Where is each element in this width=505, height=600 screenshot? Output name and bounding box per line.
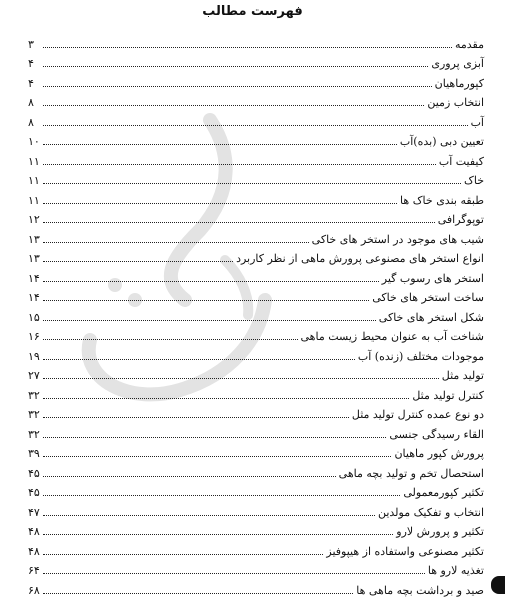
toc-entry-title: تعیین دبی (بده)آب [399, 135, 484, 148]
toc-entry-page-number: ۴۵ [28, 486, 40, 499]
toc-dot-leader [43, 203, 397, 204]
toc-entry[interactable] [28, 187, 484, 207]
toc-dot-leader [43, 164, 436, 165]
toc-entry-page-number: ۲۷ [28, 369, 40, 382]
toc-dot-leader [43, 417, 349, 418]
toc-dot-leader [43, 105, 424, 106]
toc-entry-page-number: ۶۴ [28, 564, 40, 577]
toc-dot-leader [43, 573, 425, 574]
toc-entry-page-number: ۳۲ [28, 408, 40, 421]
toc-entry-title: آبزی پروری [431, 57, 484, 70]
toc-entry-title: پرورش کپور ماهیان [394, 447, 484, 460]
toc-entry-page-number: ۶۸ [28, 583, 40, 597]
toc-entry[interactable] [28, 109, 484, 129]
toc-entry-page-number: ۳۹ [28, 447, 40, 460]
toc-dot-leader [43, 320, 376, 321]
toc-entry-title: شناخت آب به عنوان محیط زیست ماهی [300, 330, 484, 343]
toc-entry-page-number: ۴۸ [28, 525, 40, 538]
toc-entry[interactable] [28, 129, 484, 149]
toc-dot-leader [43, 593, 353, 594]
toc-dot-leader [43, 515, 375, 516]
toc-entry-title: موجودات مختلف (زنده) آب [357, 349, 484, 363]
table-of-contents [28, 31, 484, 597]
toc-entry[interactable] [28, 460, 484, 480]
toc-dot-leader [43, 339, 298, 340]
toc-entry-page-number: ۱۹ [28, 349, 40, 363]
toc-entry-title: استخر های رسوب گیر [381, 271, 484, 285]
toc-entry[interactable] [28, 499, 484, 519]
toc-entry-title: انتخاب زمین [427, 96, 484, 109]
toc-entry-page-number: ۴۷ [28, 505, 40, 519]
toc-entry-page-number: ۱۱ [28, 154, 40, 168]
toc-entry-title: کنترل تولید مثل [412, 388, 484, 402]
toc-dot-leader [43, 47, 452, 48]
toc-entry-page-number: ۴ [28, 76, 34, 90]
toc-entry-page-number: ۳ [28, 37, 34, 51]
toc-entry-page-number: ۱۵ [28, 310, 40, 324]
toc-entry-page-number: ۴ [28, 57, 34, 70]
toc-entry-title: توپوگرافی [437, 213, 484, 226]
toc-entry[interactable] [28, 304, 484, 324]
toc-dot-leader [43, 456, 391, 457]
toc-dot-leader [43, 378, 439, 379]
toc-dot-leader [43, 398, 409, 399]
toc-dot-leader [43, 86, 432, 87]
toc-entry-title: تکثیر مصنوعی واستفاده از هیپوفیز [326, 544, 484, 558]
toc-entry[interactable] [28, 90, 484, 110]
toc-entry[interactable] [28, 324, 484, 344]
toc-entry[interactable] [28, 207, 484, 227]
toc-entry-page-number: ۱۲ [28, 213, 40, 226]
toc-entry-title: شیب های موجود در استخر های خاکی [311, 232, 484, 246]
toc-entry[interactable] [28, 265, 484, 285]
toc-dot-leader [43, 495, 400, 496]
toc-dot-leader [43, 66, 428, 67]
toc-entry-title: ساخت استخر های خاکی [372, 291, 484, 304]
toc-entry-title: انتخاب و تفکیک مولدین [377, 505, 484, 519]
toc-entry[interactable] [28, 285, 484, 305]
toc-entry-page-number: ۱۱ [28, 174, 40, 187]
toc-entry-title: مقدمه [454, 37, 484, 51]
toc-dot-leader [43, 125, 468, 126]
toc-entry-page-number: ۳۲ [28, 427, 40, 441]
toc-entry-page-number: ۱۰ [28, 135, 40, 148]
toc-entry[interactable] [28, 246, 484, 266]
toc-dot-leader [43, 534, 393, 535]
toc-entry[interactable] [28, 421, 484, 441]
toc-entry-title: خاک [464, 174, 484, 187]
toc-entry[interactable] [28, 363, 484, 383]
toc-dot-leader [43, 242, 309, 243]
toc-entry-page-number: ۳۲ [28, 388, 40, 402]
toc-entry-title: تغذیه لارو ها [427, 564, 484, 577]
toc-entry[interactable] [28, 519, 484, 539]
toc-entry-page-number: ۱۴ [28, 271, 40, 285]
toc-dot-leader [43, 300, 369, 301]
toc-dot-leader [43, 261, 233, 262]
toc-entry-title: تکثیر و پرورش لارو [396, 525, 484, 538]
toc-entry-title: دو نوع عمده کنترل تولید مثل [351, 408, 484, 421]
toc-entry[interactable] [28, 168, 484, 188]
toc-entry-page-number: ۴۵ [28, 466, 40, 480]
toc-entry-title: تولید مثل [441, 369, 484, 382]
toc-entry[interactable] [28, 441, 484, 461]
toc-dot-leader [43, 359, 355, 360]
toc-entry[interactable] [28, 70, 484, 90]
toc-entry[interactable] [28, 51, 484, 71]
toc-entry[interactable] [28, 538, 484, 558]
toc-entry-page-number: ۸ [28, 115, 34, 129]
toc-entry-page-number: ۱۳ [28, 252, 40, 265]
toc-entry[interactable] [28, 558, 484, 578]
toc-entry-page-number: ۸ [28, 96, 34, 109]
toc-dot-leader [43, 183, 461, 184]
page-title: فهرست مطالب [202, 4, 303, 19]
toc-entry[interactable] [28, 480, 484, 500]
toc-dot-leader [43, 437, 386, 438]
toc-entry-title: انواع استخر های مصنوعی پرورش ماهی از نظر کاربرد [236, 252, 484, 265]
toc-entry-title: صید و برداشت بچه ماهی ها [356, 583, 484, 597]
toc-entry[interactable] [28, 148, 484, 168]
toc-entry-page-number: ۱۱ [28, 193, 40, 207]
toc-entry[interactable] [28, 31, 484, 51]
toc-entry-title: کپورماهیان [434, 76, 484, 90]
toc-entry-title: شکل استخر های خاکی [378, 310, 484, 324]
toc-entry-page-number: ۱۳ [28, 232, 40, 246]
toc-entry-page-number: ۱۴ [28, 291, 40, 304]
toc-entry-page-number: ۱۶ [28, 330, 40, 343]
toc-dot-leader [43, 222, 435, 223]
toc-entry-title: آب [470, 115, 484, 129]
toc-entry[interactable] [28, 343, 484, 363]
toc-entry[interactable] [28, 577, 484, 597]
toc-entry-page-number: ۴۸ [28, 544, 40, 558]
toc-entry-title: تکثیر کپورمعمولی [403, 486, 484, 499]
toc-dot-leader [43, 554, 323, 555]
toc-dot-leader [43, 281, 379, 282]
toc-entry-title: القاء رسیدگی جنسی [389, 427, 484, 441]
toc-entry[interactable] [28, 402, 484, 422]
toc-entry[interactable] [28, 226, 484, 246]
page-corner-mark [491, 576, 505, 594]
toc-entry[interactable] [28, 382, 484, 402]
toc-dot-leader [43, 476, 336, 477]
toc-entry-title: طبقه بندی خاک ها [400, 193, 484, 207]
toc-dot-leader [43, 144, 397, 145]
toc-entry-title: استحصال تخم و تولید بچه ماهی [338, 466, 484, 480]
toc-entry-title: کیفیت آب [438, 154, 484, 168]
